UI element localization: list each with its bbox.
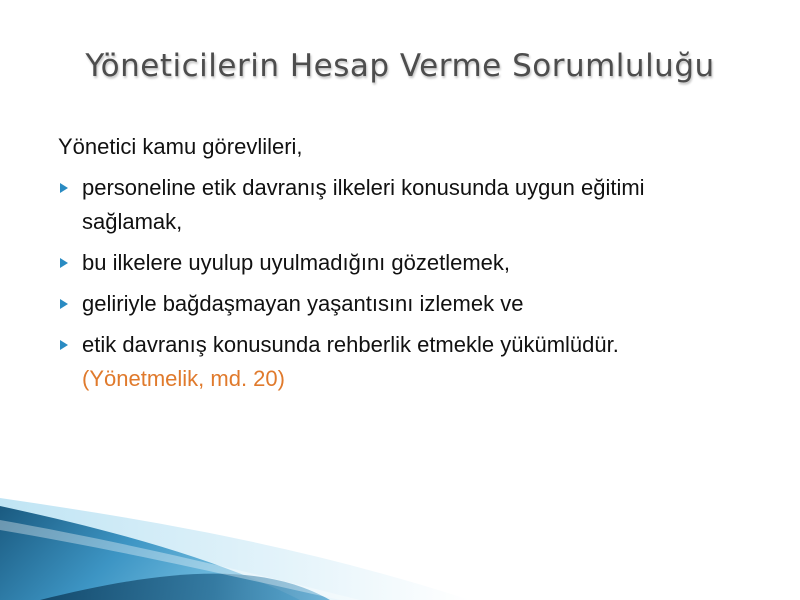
triangle-bullet-icon — [60, 340, 68, 350]
slide-title: Yöneticilerin Hesap Verme Sorumluluğu — [85, 48, 715, 84]
list-item — [58, 287, 748, 321]
citation-text: (Yönetmelik, md. 20) — [82, 366, 285, 391]
bullet-list — [58, 171, 748, 396]
triangle-bullet-icon — [60, 299, 68, 309]
wave-highlight — [0, 520, 360, 600]
list-item — [58, 171, 748, 239]
list-item-text: bu ilkelere uyulup uyulmadığını gözetlemek, — [82, 250, 511, 275]
wave-deep-streak — [40, 574, 330, 600]
list-item — [58, 246, 748, 280]
list-item-text: etik davranış konusunda rehberlik etmekle yükümlüdür. — [82, 332, 619, 357]
intro-text: Yönetici kamu görevlileri, — [58, 134, 303, 159]
wave-light-band — [0, 498, 470, 600]
list-item-text: personeline etik davranış ilkeleri konusunda uygun eğitimi sağlamak, — [82, 175, 645, 234]
slide-body — [58, 130, 748, 403]
triangle-bullet-icon — [60, 258, 68, 268]
triangle-bullet-icon — [60, 183, 68, 193]
list-item — [58, 328, 748, 396]
wave-dark-band — [0, 506, 300, 600]
list-item-text: geliriyle bağdaşmayan yaşantısını izlemek ve — [82, 291, 524, 316]
